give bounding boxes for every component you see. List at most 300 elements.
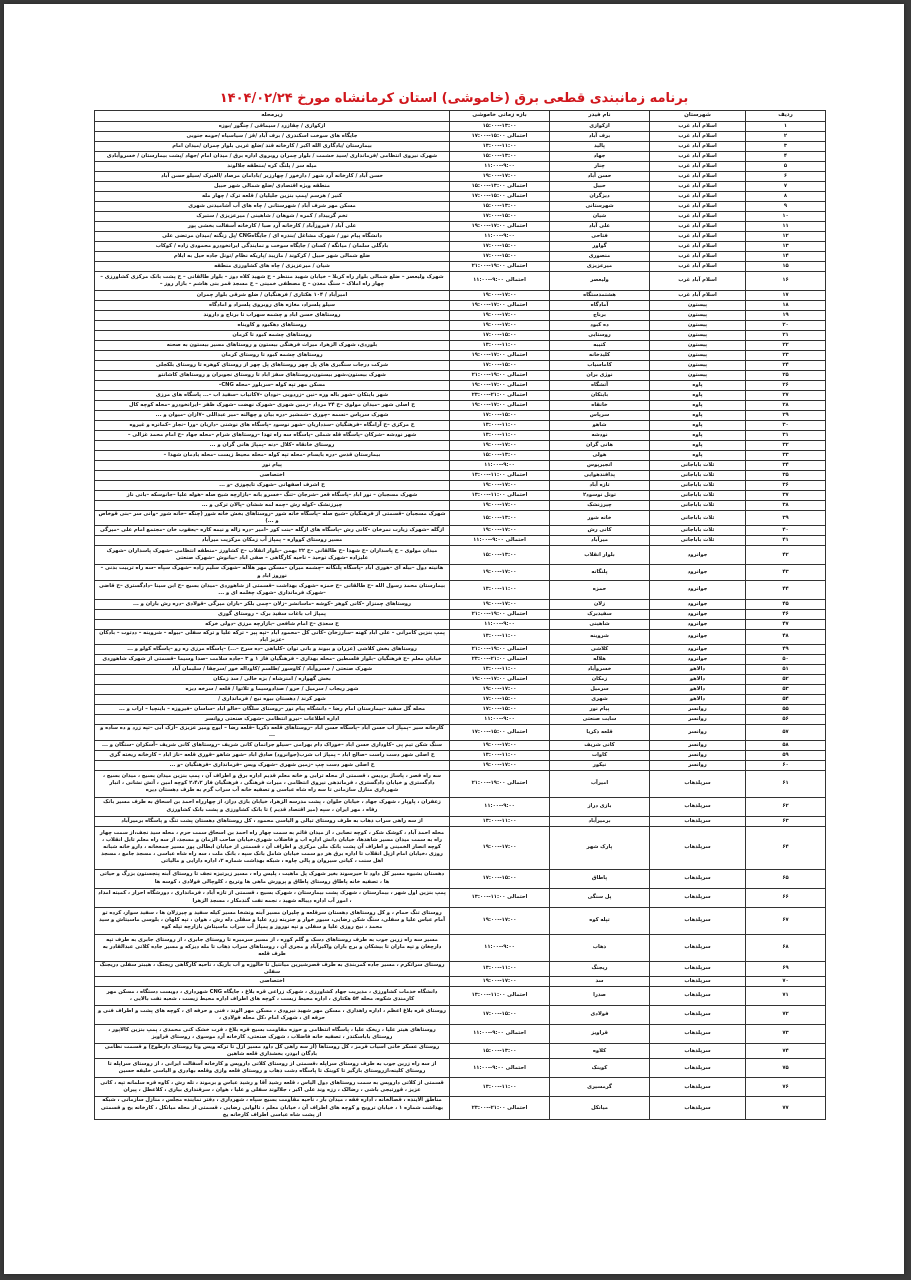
- row-feeder: زلان: [550, 599, 650, 609]
- row-area: خ اصلی شهر دست چپ –زمین شهری –شهرک ویس –فرمانداری –فرهنگیان –و ...: [95, 760, 450, 770]
- row-city: سرپلذهاب: [650, 1078, 746, 1097]
- row-area: هانیته دول –بیله ای –هوری اباد –پاسگاه پلنگانه –چشمه میران –مسکن مهر هلاله –شهرک سلیم زاده –شهرک سپاه –سه راه تربیت بدنی –نوروز اباد و: [95, 565, 450, 580]
- row-index: ۷: [746, 182, 826, 192]
- row-area: اختصاصی: [95, 977, 450, 987]
- row-area: شیان / میرعزیزی / چاه های کشاورزی منطقه: [95, 262, 450, 272]
- row-time-window: ۱۳:۰۰--۱۵:۰۰: [450, 1044, 550, 1059]
- row-feeder: کلیدخانه: [550, 351, 650, 361]
- row-time-window: احتمالی ۱۹:۰۰--۲۱:۰۰: [450, 770, 550, 797]
- row-index: ۵۵: [746, 705, 826, 715]
- row-city: اسلام آباد غرب: [650, 222, 746, 232]
- row-city: ثلاث باباجانی: [650, 481, 746, 491]
- row-index: ۷۴: [746, 1044, 826, 1059]
- row-time-window: ۱۵:۰۰--۱۷:۰۰: [450, 331, 550, 341]
- table-row: [95, 371, 826, 381]
- table-row: [95, 172, 826, 182]
- table-row: [95, 1059, 826, 1078]
- row-area: اداره اطلاعات –نیرو انتظامی –شهرک صنعتی روانسر: [95, 715, 450, 725]
- row-area: روستاهای دهکبود و کاویناه: [95, 321, 450, 331]
- row-feeder: فولادی: [550, 1006, 650, 1025]
- row-time-window: ۹:۰۰--۱۱:۰۰: [450, 715, 550, 725]
- table-row: [95, 491, 826, 501]
- row-city: سرپلذهاب: [650, 826, 746, 869]
- row-time-window: ۱۷:۰۰--۱۹:۰۰: [450, 907, 550, 934]
- row-area: پمپ بنزین کامرانی – علی اباد کهنه –سارزخان –کانی کل –محمود اباد –تپه پیر – ترکه علیا و ترکه سفلی –بیوله – شروینه – ددتوت – بادکان –عزیز اباد: [95, 629, 450, 644]
- row-city: دالاهو: [650, 665, 746, 675]
- row-index: ۲۵: [746, 371, 826, 381]
- row-time-window: احتمالی ۱۷:۰۰--۱۹:۰۰: [450, 381, 550, 391]
- table-row: [95, 599, 826, 609]
- table-row: [95, 511, 826, 526]
- row-area: شهرک سرپاس –نسمه –چوری –شمشیر –دره بیان و چهالنه –میر عبداللی –۷ازان –میوان و ...: [95, 411, 450, 421]
- row-time-window: احتمالی ۱۵:۰۰--۱۷:۰۰: [450, 132, 550, 142]
- table-row: [95, 675, 826, 685]
- row-area: سیلو پلسراد، مغازه های روبروی پلسراد و امادگاه: [95, 301, 450, 311]
- row-time-window: ۱۱:۰۰--۱۳:۰۰: [450, 665, 550, 675]
- row-index: ۹: [746, 202, 826, 212]
- table-row: [95, 609, 826, 619]
- row-time-window: احتمالی ۱۳:۰۰--۱۵:۰۰: [450, 182, 550, 192]
- row-time-window: ۱۱:۰۰--۱۳:۰۰: [450, 580, 550, 599]
- table-row: [95, 361, 826, 371]
- row-city: اسلام آباد غرب: [650, 262, 746, 272]
- table-row: [95, 242, 826, 252]
- table-row: [95, 797, 826, 816]
- row-area: مناطق آلاینده ، قصالخانه ، اداره فقه ، میدان بار ، ناحیه مقاومت بسیج سپاه ، شهرداری ، دفتر نماینده مجلس ، منازل سازمانی ، شبکه بهداشت شماره ۱ ، خیابان ترویج و کوچه های اطراف آن ، خیابان معلم ، تالوابی رضایی ، قسمتی از محله میانکل ، کارخانه یخ و قسمتی از پشت شاه عباسی اطراف کارخانه یخ: [95, 1097, 450, 1120]
- row-area: بیمارستان محمد رسول الله –خ طالقانی –خ حمزه –شهرک بهداشت –قسمتی از شاهوردی –میدان بسیج –خ ابن سینا –دادگستری –خ قاضی –شهرک فرمانداری –شهرک چغلمه ای و ...: [95, 580, 450, 599]
- table-row: [95, 695, 826, 705]
- row-index: ۲۸: [746, 401, 826, 411]
- row-city: اسلام آباد غرب: [650, 272, 746, 291]
- row-index: ۶۹: [746, 961, 826, 976]
- row-time-window: ۱۱:۰۰--۱۳:۰۰: [450, 431, 550, 441]
- row-index: ۴۰: [746, 526, 826, 536]
- row-city: جوانرود: [650, 565, 746, 580]
- row-feeder: منصوری: [550, 252, 650, 262]
- row-city: جوانرود: [650, 655, 746, 665]
- row-feeder: نیکور: [550, 760, 650, 770]
- row-city: پیستون: [650, 301, 746, 311]
- row-index: ۶۵: [746, 869, 826, 888]
- table-row: [95, 619, 826, 629]
- table-row: [95, 934, 826, 961]
- row-time-window: ۱۷:۰۰--۱۹:۰۰: [450, 826, 550, 869]
- header-feeder: نام فیدر: [550, 111, 650, 122]
- row-area: روستای عسکر خانی آسیاب قرمز ، کل روستاها (از سه راهی کل داود مسیر ازل تا ترکه ویس وتا روستای دارطوخ) و قسمت نظامی بادگان ابوذر، بخشداری قلعه شاهین: [95, 1044, 450, 1059]
- schedule-table-container: [94, 110, 825, 1120]
- row-index: ۴۸: [746, 629, 826, 644]
- row-index: ۲۱: [746, 331, 826, 341]
- row-city: پیستون: [650, 371, 746, 381]
- row-area: خ اصلی شهر دست راست –صالح اباد – پمپاژ اب شرب(جوانرود) صادق اباد –شهر شاهو –قوری قلعه –ناز اباد – کارخانه ریخته گری: [95, 750, 450, 760]
- table-row: [95, 869, 826, 888]
- row-area: بیمارستان /یادگاری الله اکبر / کارخانه قند /ضلع غربی بلوار چمران /میدان امام: [95, 142, 450, 152]
- row-city: سرپلذهاب: [650, 961, 746, 976]
- row-index: ۷۷: [746, 1097, 826, 1120]
- row-city: روانسر: [650, 705, 746, 715]
- row-index: ۵: [746, 162, 826, 172]
- row-feeder: پدافندهوایی: [550, 471, 650, 481]
- row-city: اسلام آباد غرب: [650, 192, 746, 202]
- table-row: [95, 321, 826, 331]
- row-index: ۶: [746, 172, 826, 182]
- table-row: [95, 411, 826, 421]
- row-feeder: شاهو: [550, 421, 650, 431]
- row-feeder: آتشگاه: [550, 381, 650, 391]
- row-time-window: احتمالی ۱۱:۰۰--۱۳:۰۰: [450, 471, 550, 481]
- row-feeder: کانی رش: [550, 526, 650, 536]
- row-time-window: ۱۷:۰۰--۱۹:۰۰: [450, 172, 550, 182]
- row-city: اسلام آباد غرب: [650, 182, 746, 192]
- row-index: ۴۳: [746, 565, 826, 580]
- row-feeder: شیان: [550, 212, 650, 222]
- row-index: ۴۹: [746, 645, 826, 655]
- row-feeder: نوژی بران: [550, 371, 650, 381]
- row-time-window: ۱۱:۰۰--۱۳:۰۰: [450, 629, 550, 644]
- table-row: [95, 132, 826, 142]
- row-feeder: ولیعصر: [550, 272, 650, 291]
- row-area: خ اشرف اصفهانی –شهرک تایچوزی –و ...: [95, 481, 450, 491]
- table-row: [95, 580, 826, 599]
- table-row: [95, 351, 826, 361]
- row-area: کنیر / هرسم /پمپ بنزین جلیلیان / قلعه ترک / چهار مله: [95, 192, 450, 202]
- row-time-window: ۱۷:۰۰--۱۹:۰۰: [450, 481, 550, 491]
- row-time-window: ۱۷:۰۰--۱۹:۰۰: [450, 441, 550, 451]
- row-feeder: کلاوه: [550, 1044, 650, 1059]
- row-index: ۲۷: [746, 391, 826, 401]
- row-area: ازگله –شهرک زیارت نمرخان –کانی رش –پاسگاه های ازگله –بنت کور –امیر –دره زاله و نیمه کاره –یعقوب خان –مجتمع امام علی –میرگی: [95, 526, 450, 536]
- table-row: [95, 291, 826, 301]
- row-area: مسکن مهر شرف آباد / شهرستانی / چاه های آب آشامیدنی شهری: [95, 202, 450, 212]
- row-city: اسلام آباد غرب: [650, 242, 746, 252]
- row-area: روستای قره بلاغ اعظم ، اداره راهداری ، مسکن مهر شهید نیرودی ، مسکن مهر الوند ، فنی و حرفه ای ، کوچه های پشت و اطراف فنی و حرفه ای ، شهرک امام ،کل محله فولادی ،: [95, 1006, 450, 1025]
- row-area: شهرک ولیعصر – ضلع شمالی بلوار راه کربلا – خیابان شهید منتظر – خ شهید کلاه دوز – بلوار طالقانی – خ پشت بانک مرکزی کشاورزی – چهار راه املاک – سنگ معدن – خ مصطفی خمینی – خ مسجد قمر بنی هاشم – بازار روز –: [95, 272, 450, 291]
- row-city: پاوه: [650, 411, 746, 421]
- row-city: سرپلذهاب: [650, 1044, 746, 1059]
- row-area: دهستان بشیوه مسیر کل داود تا حیرسوند بغیر شهرک پل ماهیت ، پلیس راه ، مسیر زیرتیزه نجف تا روستای آبنه پنجستون بزرگ و حیاتی ها ، تصفیه خانه پاطاق روستای پاطاق و پرورش ماهی ها وتریخ ، کلوچالی فولادی ، کوسه ها: [95, 869, 450, 888]
- row-area: جایگاه های سوخت اسکندری / برف آباد /قز / سیاسیاه /حومه جنوبی: [95, 132, 450, 142]
- row-index: ۲۲: [746, 341, 826, 351]
- row-index: ۶۲: [746, 797, 826, 816]
- row-area: علی آباد / فیروزآباد / کارخانه آرد صبا / کارخانه آسفالت بخشی پور: [95, 222, 450, 232]
- row-index: ۵۴: [746, 695, 826, 705]
- row-city: اسلام آباد غرب: [650, 252, 746, 262]
- row-time-window: ۱۷:۰۰--۱۹:۰۰: [450, 977, 550, 987]
- row-time-window: ۱۱:۰۰--۱۳:۰۰: [450, 961, 550, 976]
- row-city: سرپلذهاب: [650, 907, 746, 934]
- row-area: شرکت درجات سنگبری های پل چهر روستاهای پل چهر از روستای کوهره تا روستای بلکجلی: [95, 361, 450, 371]
- row-index: ۵۰: [746, 655, 826, 665]
- row-index: ۴۷: [746, 619, 826, 629]
- table-row: [95, 311, 826, 321]
- row-feeder: حسن آباد: [550, 172, 650, 182]
- row-area: خیابان معلم –خ فرهنگیان –بلوار فلسطین –محله بهداری – فرهنگیان فاز ۱ و ۳ –جاده سلامت –صدا وسیما –قسمتی از شهرک شاهوردی: [95, 655, 450, 665]
- row-index: ۴۱: [746, 536, 826, 546]
- table-row: [95, 888, 826, 907]
- row-area: روستای تنگ حمام ، و کل روستاهای دهستان سرقلعه و چلیران مسیر آبنه ونشخا مسیر کیله سفید و چیرزلان ها ، سفید سوار، کرده تو آمام عباس علیا و سفلی، سنگ شکن رضایی، سیور خوار و جنرینه زرد علیا و سفلی دله رش ، هوان ، تپه کلهان ، بلوسی ماسیتاش و سید محمد ، نیخ روزی علیا و سفلی و تپه نوروز و پمپاژ آب سراب ماسیتاش بازارچه تپله کوه: [95, 907, 450, 934]
- row-time-window: ۱۳:۰۰--۱۵:۰۰: [450, 122, 550, 132]
- row-area: روستای سراتکرم ، مسیر جاده کمربندی به طرف قصرشیرین میانتیل تا خالوزه و آب باریک ، ناحیه کارگاهی ریجنگ ، هیبتر سفلی دریجنگ سفلی: [95, 961, 450, 976]
- row-time-window: ۱۵:۰۰--۱۷:۰۰: [450, 242, 550, 252]
- row-city: جوانرود: [650, 546, 746, 565]
- table-row: [95, 481, 826, 491]
- row-time-window: ۱۳:۰۰--۱۵:۰۰: [450, 511, 550, 526]
- row-city: پاوه: [650, 381, 746, 391]
- row-time-window: ۱۷:۰۰--۱۹:۰۰: [450, 760, 550, 770]
- row-area: روستاهای هیتر علیا ، ریخک علیا ، پاسگاه انتظامی و حوزه مقاومت بسیج قره بلاغ ، قرت خشک کنی محمدی ، پمپ بنزین کالاپور ، روستای باباسکندر ، تصفیه خانه فاضلاب ، شهرک صنعتی، کارخانه آرد موسوی ، روستای قراویز: [95, 1025, 450, 1044]
- row-index: ۱۶: [746, 272, 826, 291]
- row-feeder: کانی شریف: [550, 740, 650, 750]
- table-row: [95, 341, 826, 351]
- row-city: پیستون: [650, 361, 746, 371]
- row-feeder: هولی: [550, 451, 650, 461]
- row-feeder: حمزه: [550, 580, 650, 599]
- row-feeder: چنار: [550, 162, 650, 172]
- row-city: پیستون: [650, 341, 746, 351]
- row-feeder: آمادگاه: [550, 301, 650, 311]
- row-index: ۳۸: [746, 501, 826, 511]
- row-time-window: احتمالی ۹:۰۰--۱۱:۰۰: [450, 1025, 550, 1044]
- row-index: ۲۹: [746, 411, 826, 421]
- table-row: [95, 431, 826, 441]
- outage-schedule-table: [94, 110, 826, 1120]
- row-index: ۴۶: [746, 609, 826, 619]
- table-row: [95, 705, 826, 715]
- row-feeder: علی آباد: [550, 222, 650, 232]
- row-feeder: انجیرپوس: [550, 461, 650, 471]
- row-index: ۵۹: [746, 750, 826, 760]
- header-time-window: بازه زمانی خاموشی: [450, 111, 550, 122]
- row-feeder: قلعه ذکریا: [550, 725, 650, 740]
- row-feeder: خسروآباد: [550, 665, 650, 675]
- table-row: [95, 760, 826, 770]
- header-city: شهرستان: [650, 111, 746, 122]
- row-index: ۴۲: [746, 546, 826, 565]
- row-city: اسلام آباد غرب: [650, 202, 746, 212]
- row-time-window: ۱۷:۰۰--۱۹:۰۰: [450, 501, 550, 511]
- row-city: اسلام آباد غرب: [650, 142, 746, 152]
- row-time-window: احتمالی ۱۷:۰۰--۱۹:۰۰: [450, 301, 550, 311]
- row-area: زعفران ، پاوپار ، شهرک جهاد ، خیابان حلوان ، پشت مدرسه الزهرا، خیابان بازی دراز، از چهارراه احمد بن اسحاق به طرف مسیر بانک رفاه ، مهر ایران ، سپه (میر اقتصاد قدیم ) تا بانک کشاورزی و پشت بانک کشاورزی: [95, 797, 450, 816]
- row-feeder: امیرآب: [550, 770, 650, 797]
- row-time-window: ۱۵:۰۰--۱۷:۰۰: [450, 361, 550, 371]
- row-city: سرپلذهاب: [650, 934, 746, 961]
- row-index: ۵۳: [746, 685, 826, 695]
- row-feeder: فتاحی: [550, 232, 650, 242]
- row-city: ثلاث باباجانی: [650, 491, 746, 501]
- row-index: ۳۶: [746, 481, 826, 491]
- row-feeder: شهری: [550, 695, 650, 705]
- table-row: [95, 961, 826, 976]
- row-time-window: احتمالی ۹:۰۰--۱۱:۰۰: [450, 1059, 550, 1078]
- row-city: سرپلذهاب: [650, 1025, 746, 1044]
- row-feeder: روستایی: [550, 331, 650, 341]
- row-time-window: احتمالی ۱۷:۰۰--۱۹:۰۰: [450, 401, 550, 411]
- row-time-window: ۱۷:۰۰--۱۹:۰۰: [450, 565, 550, 580]
- table-row: [95, 451, 826, 461]
- row-feeder: کوینک: [550, 1059, 650, 1078]
- table-row: [95, 461, 826, 471]
- row-city: روانسر: [650, 750, 746, 760]
- table-row: [95, 272, 826, 291]
- row-area: مسیر روستای کوواره – پمپاژ آب زمکان مرکزیت میرآباد: [95, 536, 450, 546]
- row-index: ۷۰: [746, 977, 826, 987]
- row-time-window: ۱۵:۰۰--۱۷:۰۰: [450, 252, 550, 262]
- row-area: محله گل سفید –بیمارستان امام رضا – دانشگاه پیام نور –روستای سلگان –خالو اباد –ساسان –فیروزه – باینچیا – اراب و ...: [95, 705, 450, 715]
- row-city: اسلام آباد غرب: [650, 232, 746, 242]
- row-time-window: ۱۷:۰۰--۱۹:۰۰: [450, 321, 550, 331]
- row-feeder: حبیل: [550, 182, 650, 192]
- row-city: سرپلذهاب: [650, 770, 746, 797]
- row-time-window: ۱۵:۰۰--۱۷:۰۰: [450, 411, 550, 421]
- table-row: [95, 331, 826, 341]
- row-area: روستاهای حسن اباد و چشمه سهراب تا برناج و داروند: [95, 311, 450, 321]
- row-time-window: احتمالی ۱۹:۰۰--۲۱:۰۰: [450, 371, 550, 381]
- table-row: [95, 987, 826, 1006]
- row-area: بادگلی سلمان / میانگه / کسان / جایگاه سوخت و نمایندگی ایرانخودرو محمودی زاده / کوکاب: [95, 242, 450, 252]
- row-area: روستای خانقاه –کلال –دنه –پمپاژ هانی گران و ...: [95, 441, 450, 451]
- table-row: [95, 740, 826, 750]
- row-area: خ مرکزی –خ آرامگاه –فرهنگیان –سدداریان –شهر نوسود –پاسگاه های نوشنی –داریان –ورا –نجار –کمانره و غیروه: [95, 421, 450, 431]
- row-time-window: احتمالی ۱۱:۰۰--۱۳:۰۰: [450, 491, 550, 501]
- table-row: [95, 391, 826, 401]
- row-feeder: کاوات: [550, 750, 650, 760]
- row-index: ۲۶: [746, 381, 826, 391]
- table-row: [95, 232, 826, 242]
- row-city: سرپلذهاب: [650, 1059, 746, 1078]
- row-time-window: ۹:۰۰--۱۱:۰۰: [450, 934, 550, 961]
- document-page: [4, 4, 904, 1274]
- table-row: [95, 715, 826, 725]
- row-feeder: برمیرآباد: [550, 816, 650, 826]
- row-city: جوانرود: [650, 619, 746, 629]
- row-time-window: احتمالی ۲۱:۰۰--۲۳:۰۰: [450, 1097, 550, 1120]
- row-city: پیستون: [650, 311, 746, 321]
- row-area: بخش گهواره / امنرشاه / بزه خالی / سد زمکان: [95, 675, 450, 685]
- row-city: ثلاث باباجانی: [650, 471, 746, 481]
- row-feeder: ذهاب: [550, 934, 650, 961]
- row-area: چیرزنشک –کوله رش –چمه لمه ششان –پالان ترکی و ...: [95, 501, 450, 511]
- row-feeder: برف آباد: [550, 132, 650, 142]
- table-row: [95, 1044, 826, 1059]
- row-time-window: احتمالی ۱۹:۰۰--۲۱:۰۰: [450, 262, 550, 272]
- row-city: اسلام آباد غرب: [650, 172, 746, 182]
- table-row: [95, 977, 826, 987]
- table-row: [95, 685, 826, 695]
- row-time-window: احتمالی ۲۱:۰۰--۲۳:۰۰: [450, 655, 550, 665]
- row-area: شهرک صنعتی / خسروآباد / کاوسور /طلسم /کاوداله خور /سرچقا / سلیمان آباد: [95, 665, 450, 675]
- table-row: [95, 546, 826, 565]
- row-city: ثلاث باباجانی: [650, 536, 746, 546]
- row-index: ۵۷: [746, 725, 826, 740]
- row-area: مسیر سه راه زرین جوب به طرف روستاهای دسک و گلم کوره ، از مسیر سرمیره تا روستای جابری ، از روستای جابری به طرف تپه دارچغان و تپه ماران تا بیشکان و برج باران واکبرآباد و مجری آن ، روستاهای سراب ذهاب تا مله دیزکه و مسیر جاده کلاتی عبدالقادر به طرف قلعه: [95, 934, 450, 961]
- row-time-window: ۱۱:۰۰--۱۳:۰۰: [450, 421, 550, 431]
- table-row: [95, 665, 826, 675]
- row-time-window: احتمالی ۱۷:۰۰--۱۹:۰۰: [450, 222, 550, 232]
- row-city: دالاهو: [650, 695, 746, 705]
- row-area: خ سعدی –خ امام شافعی –بازارچه مرزی –دولی خرکه: [95, 619, 450, 629]
- table-row: [95, 162, 826, 172]
- row-feeder: صدرا: [550, 987, 650, 1006]
- row-time-window: ۱۳:۰۰--۱۵:۰۰: [450, 202, 550, 212]
- row-index: ۶۱: [746, 770, 826, 797]
- row-index: ۶۷: [746, 907, 826, 934]
- row-area: شهرک بیستون،شهر بیستون،روستاهای سفز اباد تا روستای نجوبران و روستاهای کاشانتو: [95, 371, 450, 381]
- row-feeder: میرعزیزی: [550, 262, 650, 272]
- row-feeder: تونل نوسود۲: [550, 491, 650, 501]
- row-time-window: ۱۳:۰۰--۱۵:۰۰: [450, 546, 550, 565]
- table-row: [95, 816, 826, 826]
- row-feeder: هلاله: [550, 655, 650, 665]
- table-row: [95, 301, 826, 311]
- row-area: بیمارستان قدس –دره بایسام –محله تپه کوله –محله محیط زیست –محله یادمان شهدا –: [95, 451, 450, 461]
- row-index: ۱۵: [746, 262, 826, 272]
- table-row: [95, 826, 826, 869]
- row-feeder: شاهینی: [550, 619, 650, 629]
- row-index: ۱۳: [746, 242, 826, 252]
- row-city: پاوه: [650, 401, 746, 411]
- row-feeder: سرمیل: [550, 685, 650, 695]
- row-feeder: ازکوازی: [550, 122, 650, 132]
- row-time-window: ۱۵:۰۰--۱۷:۰۰: [450, 1006, 550, 1025]
- row-city: روانسر: [650, 715, 746, 725]
- table-row: [95, 471, 826, 481]
- row-city: روانسر: [650, 740, 746, 750]
- row-city: ثلاث باباجانی: [650, 461, 746, 471]
- row-index: ۵۶: [746, 715, 826, 725]
- row-city: پیستون: [650, 331, 746, 341]
- row-area: شهرک مسجبان – نور اباد –پاسگاه قعر –شرجان –تنگ –خسرو بانه –بازارچه شیخ صله –هوله علیا –جانوسکه –بانی ناز: [95, 491, 450, 501]
- row-feeder: پاطاق: [550, 869, 650, 888]
- row-index: ۷۶: [746, 1078, 826, 1097]
- table-row: [95, 182, 826, 192]
- row-area: از سه راهی سراب ذهاب به طرف روستای تیالی و الیاسی محمود ، کل روستاهای دهستان پشت تنگ و پاسگاه برمیرآباد: [95, 816, 450, 826]
- row-city: دالاهو: [650, 675, 746, 685]
- row-city: سرپلذهاب: [650, 1006, 746, 1025]
- row-city: پیستون: [650, 351, 746, 361]
- row-feeder: نودشه: [550, 431, 650, 441]
- row-city: ثلاث باباجانی: [650, 526, 746, 536]
- row-feeder: هانی گران: [550, 441, 650, 451]
- row-time-window: ۱۷:۰۰--۱۹:۰۰: [450, 526, 550, 536]
- row-index: ۳۷: [746, 491, 826, 501]
- row-index: ۶۳: [746, 816, 826, 826]
- row-city: ثلاث باباجانی: [650, 501, 746, 511]
- row-city: پاوه: [650, 431, 746, 441]
- row-time-window: ۱۱:۰۰--۱۳:۰۰: [450, 341, 550, 351]
- row-area: تخم گربیداد / کمره / شوهان / شاهینی / میرعزیزی / ستبرک: [95, 212, 450, 222]
- row-city: اسلام آباد غرب: [650, 291, 746, 301]
- row-city: روانسر: [650, 725, 746, 740]
- row-index: ۶۰: [746, 760, 826, 770]
- table-row: [95, 1006, 826, 1025]
- row-city: سرپلذهاب: [650, 869, 746, 888]
- table-row: [95, 401, 826, 411]
- table-row: [95, 501, 826, 511]
- row-feeder: تپله کوه: [550, 907, 650, 934]
- row-feeder: کلاشی: [550, 645, 650, 655]
- table-row: [95, 1097, 826, 1120]
- row-area: از سه راه زرین جوب به طرف روستای سراپله ،قسمتی از روستای کلاتی داروپس و کارخانه آسفالت ایرانی ، از روستای سراپله تا روستای کلینه،ازروستای بازگیر تا کوینک تا پاسگاه دشت ذهاب و روستای قلعه وازی وقلعه بهادری و الیاسی خلیفه حسین: [95, 1059, 450, 1078]
- row-area: پمپ بنزین اول شهر ، بیمارستان ، شهرک پشت بیمارستان ، شهرک بسیج ، قسمتی از تازه آباد ، فرمانداری ، دورشگاه احرار ، کمیته امداد ، امور آب اداره دیباله شهید ، نجمه نفت گندمکار ، مسجد الزهرا: [95, 888, 450, 907]
- row-index: ۷۲: [746, 1006, 826, 1025]
- row-time-window: ۱۷:۰۰--۱۹:۰۰: [450, 599, 550, 609]
- row-area: ازکوازی / چقازرد / سیماقی / چنگور /بوزه: [95, 122, 450, 132]
- row-area: دانشگاه پیام نور / شهرک مشاغل /بندره ای / جایگاهCNG /پل زنگنه /میدان مرتضی علی: [95, 232, 450, 242]
- row-time-window: احتمالی ۱۷:۰۰--۱۹:۰۰: [450, 675, 550, 685]
- row-city: اسلام آباد غرب: [650, 132, 746, 142]
- row-index: ۴: [746, 152, 826, 162]
